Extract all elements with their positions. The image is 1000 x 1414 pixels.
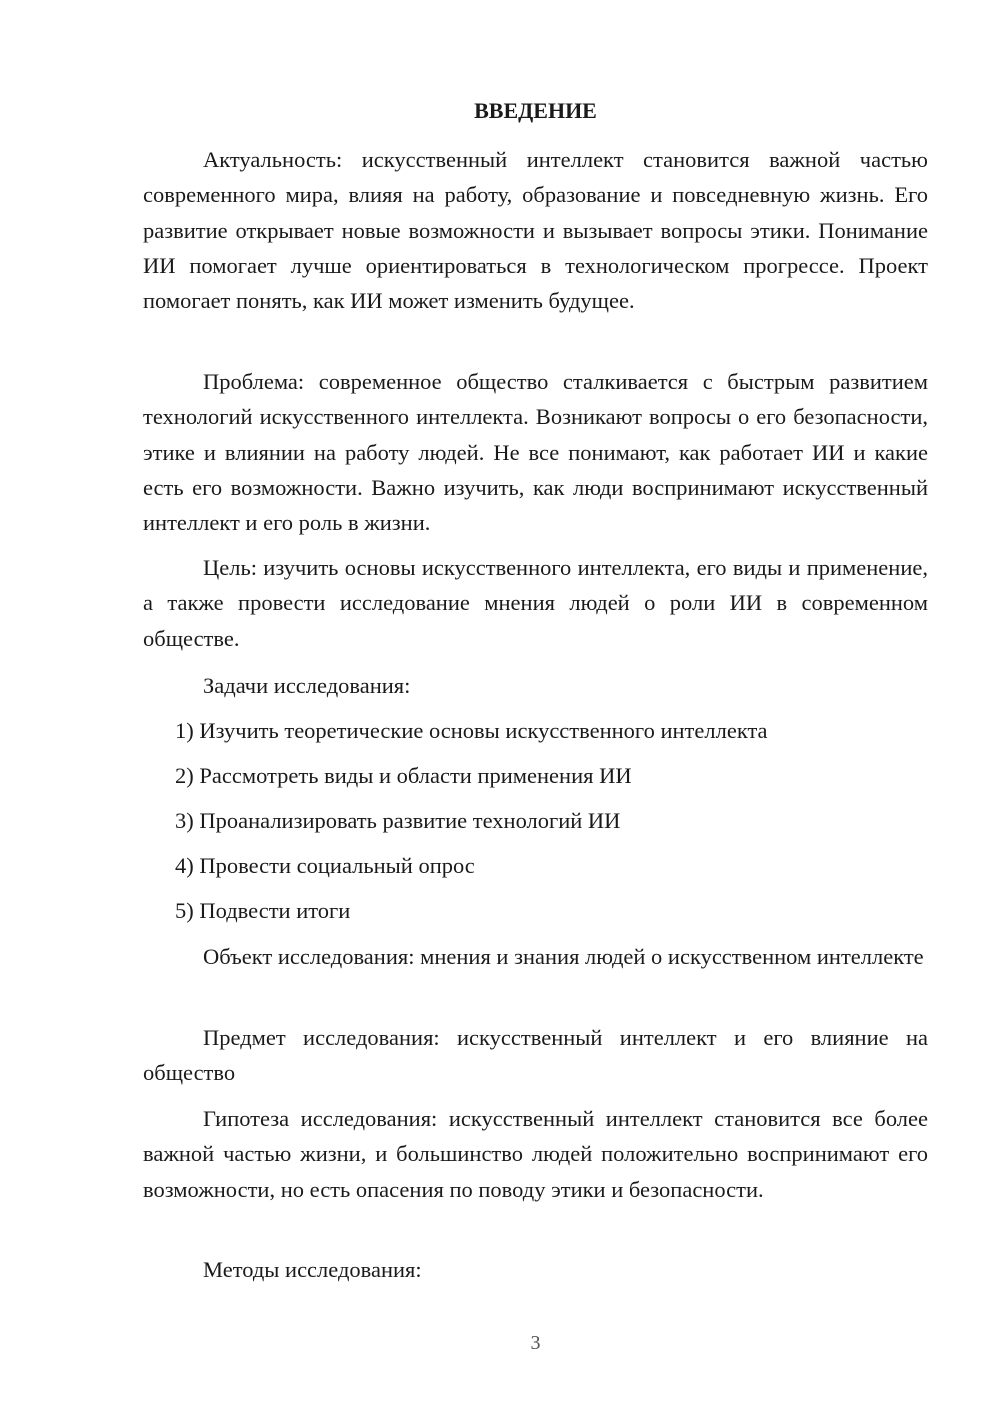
methods-title: Методы исследования: <box>203 1257 422 1282</box>
object-paragraph: Объект исследования: мнения и знания людей о искусственном интеллекте <box>203 944 924 969</box>
document-page <box>143 0 928 1414</box>
subject-paragraph: Предмет исследования: искусственный интеллект и его влияние на общество <box>143 1025 928 1086</box>
task-item-2: 2) Рассмотреть виды и области применения ИИ <box>175 763 632 788</box>
page-number: 3 <box>530 1332 541 1354</box>
task-item-4: 4) Провести социальный опрос <box>175 853 475 878</box>
goal-paragraph: Цель: изучить основы искусственного интеллекта, его виды и применение, а также провести исследование мнения людей о роли ИИ в современном обществе. <box>143 555 928 651</box>
hypothesis-paragraph: Гипотеза исследования: искусственный интеллект становится все более важной частью жизни, и большинство людей положительно воспринимают его возможности, но есть опасения по поводу этики и безопасности. <box>143 1106 928 1202</box>
section-heading: ВВЕДЕНИЕ <box>474 98 597 123</box>
problem-paragraph: Проблема: современное общество сталкивается с быстрым развитием технологий искусственного интеллекта. Возникают вопросы о его безопасности, этике и влиянии на работу людей. Не все понимают, как работает ИИ и какие есть его возможности. Важно изучить, как люди воспринимают искусственный интеллект и его роль в жизни. <box>143 369 928 536</box>
task-item-3: 3) Проанализировать развитие технологий ИИ <box>175 808 621 833</box>
tasks-title: Задачи исследования: <box>203 673 411 698</box>
relevance-paragraph: Актуальность: искусственный интеллект становится важной частью современного мира, влияя на работу, образование и повседневную жизнь. Его развитие открывает новые возможности и вызывает вопросы этики. Понимание ИИ помогает лучше ориентироваться в технологическом прогрессе. Проект помогает понять, как ИИ может изменить будущее. <box>143 147 928 314</box>
task-item-1: 1) Изучить теоретические основы искусственного интеллекта <box>175 718 768 743</box>
task-item-5: 5) Подвести итоги <box>175 898 351 923</box>
